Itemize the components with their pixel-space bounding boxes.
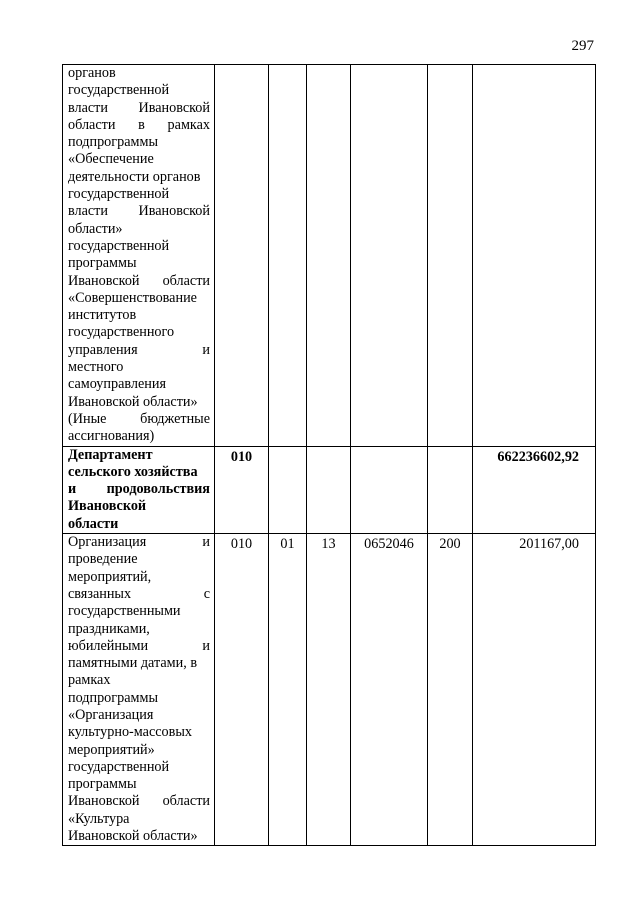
- target-item-code-cell: 0652046: [351, 534, 428, 846]
- name-line: [68, 117, 210, 134]
- section-code-cell: [269, 446, 307, 533]
- name-line: государственной: [68, 82, 170, 99]
- section-code-cell: [269, 65, 307, 447]
- amount-cell: [473, 65, 596, 447]
- name-word: и: [202, 341, 210, 358]
- name-line: [68, 273, 210, 290]
- name-word: Ивановской: [138, 203, 210, 220]
- name-word: Ивановской: [68, 272, 140, 289]
- name-line: государственной: [68, 186, 170, 203]
- name-line: рамках: [68, 672, 111, 689]
- name-line: [68, 342, 210, 359]
- table-row: [63, 65, 596, 447]
- target-item-code-cell: [351, 65, 428, 447]
- name-line: мероприятий,: [68, 568, 152, 585]
- subsection-code-cell: [307, 446, 351, 533]
- subsection-code-cell: 13: [307, 534, 351, 846]
- name-word: и: [202, 637, 210, 654]
- name-line: [68, 411, 210, 428]
- name-word: Ивановской: [138, 99, 210, 116]
- ved-code-cell: 010: [215, 534, 269, 846]
- name-word: управления: [68, 341, 138, 358]
- name-line: подпрограммы: [68, 689, 158, 706]
- name-line: Ивановской области»: [68, 828, 198, 845]
- name-word: области: [68, 116, 116, 133]
- name-line: [68, 100, 210, 117]
- table-row: [63, 446, 596, 533]
- name-line: праздниками,: [68, 620, 150, 637]
- name-line: Ивановской: [68, 498, 147, 515]
- name-word: области: [162, 793, 210, 810]
- name-line: [68, 203, 210, 220]
- name-word: рамках: [167, 116, 210, 133]
- name-line: [68, 586, 210, 603]
- name-line: самоуправления: [68, 376, 166, 393]
- name-word: бюджетные: [140, 410, 210, 427]
- ved-code-cell: 010: [215, 446, 269, 533]
- name-line: проведение: [68, 551, 138, 568]
- name-line: программы: [68, 255, 137, 272]
- name-word: продовольствия: [106, 481, 210, 498]
- name-line: программы: [68, 776, 137, 793]
- budget-table: [62, 64, 596, 846]
- name-line: органов: [68, 65, 116, 81]
- name-line: [68, 638, 210, 655]
- name-line: деятельности органов: [68, 168, 201, 185]
- name-line: институтов: [68, 307, 137, 324]
- table-row: [63, 534, 596, 846]
- target-item-code-cell: [351, 446, 428, 533]
- name-line: государственной: [68, 237, 170, 254]
- subsection-code-cell: [307, 65, 351, 447]
- name-line: сельского хозяйства: [68, 463, 198, 480]
- name-word: и: [202, 534, 210, 551]
- page-number: 297: [571, 38, 594, 54]
- name-word: связанных: [68, 585, 132, 602]
- section-code-cell: 01: [269, 534, 307, 846]
- amount-cell: 201167,00: [473, 534, 596, 846]
- name-line: Департамент: [68, 446, 153, 463]
- row-name-cell: [63, 534, 215, 846]
- name-word: власти: [68, 99, 108, 116]
- name-word: юбилейными: [68, 637, 149, 654]
- amount-cell: 662236602,92: [473, 446, 596, 533]
- name-word: Ивановской: [68, 793, 140, 810]
- name-line: подпрограммы: [68, 134, 158, 151]
- name-word: власти: [68, 203, 108, 220]
- name-line: области: [68, 515, 119, 532]
- name-line: мероприятий»: [68, 741, 155, 758]
- name-line: «Обеспечение: [68, 151, 154, 168]
- name-word: с: [203, 585, 210, 602]
- name-line: Ивановской области»: [68, 393, 198, 410]
- name-word: (Иные: [68, 410, 107, 427]
- expense-type-code-cell: 200: [428, 534, 473, 846]
- name-line: памятными датами, в: [68, 655, 198, 672]
- expense-type-code-cell: [428, 65, 473, 447]
- row-name-cell: [63, 446, 215, 533]
- ved-code-cell: [215, 65, 269, 447]
- name-line: государственной: [68, 758, 170, 775]
- name-line: [68, 793, 210, 810]
- name-line: [68, 481, 210, 498]
- name-line: области»: [68, 220, 123, 237]
- name-line: «Организация: [68, 706, 154, 723]
- name-line: [68, 534, 210, 551]
- name-word: и: [68, 481, 77, 498]
- name-word: области: [162, 272, 210, 289]
- name-word: в: [138, 116, 145, 133]
- name-word: Организация: [68, 534, 147, 551]
- name-line: ассигнования): [68, 428, 155, 445]
- name-line: «Культура: [68, 810, 130, 827]
- name-line: культурно-массовых: [68, 724, 192, 741]
- name-line: государственного: [68, 324, 175, 341]
- name-line: «Совершенствование: [68, 289, 197, 306]
- name-line: государственными: [68, 603, 181, 620]
- expense-type-code-cell: [428, 446, 473, 533]
- row-name-cell: [63, 65, 215, 447]
- name-line: местного: [68, 359, 124, 376]
